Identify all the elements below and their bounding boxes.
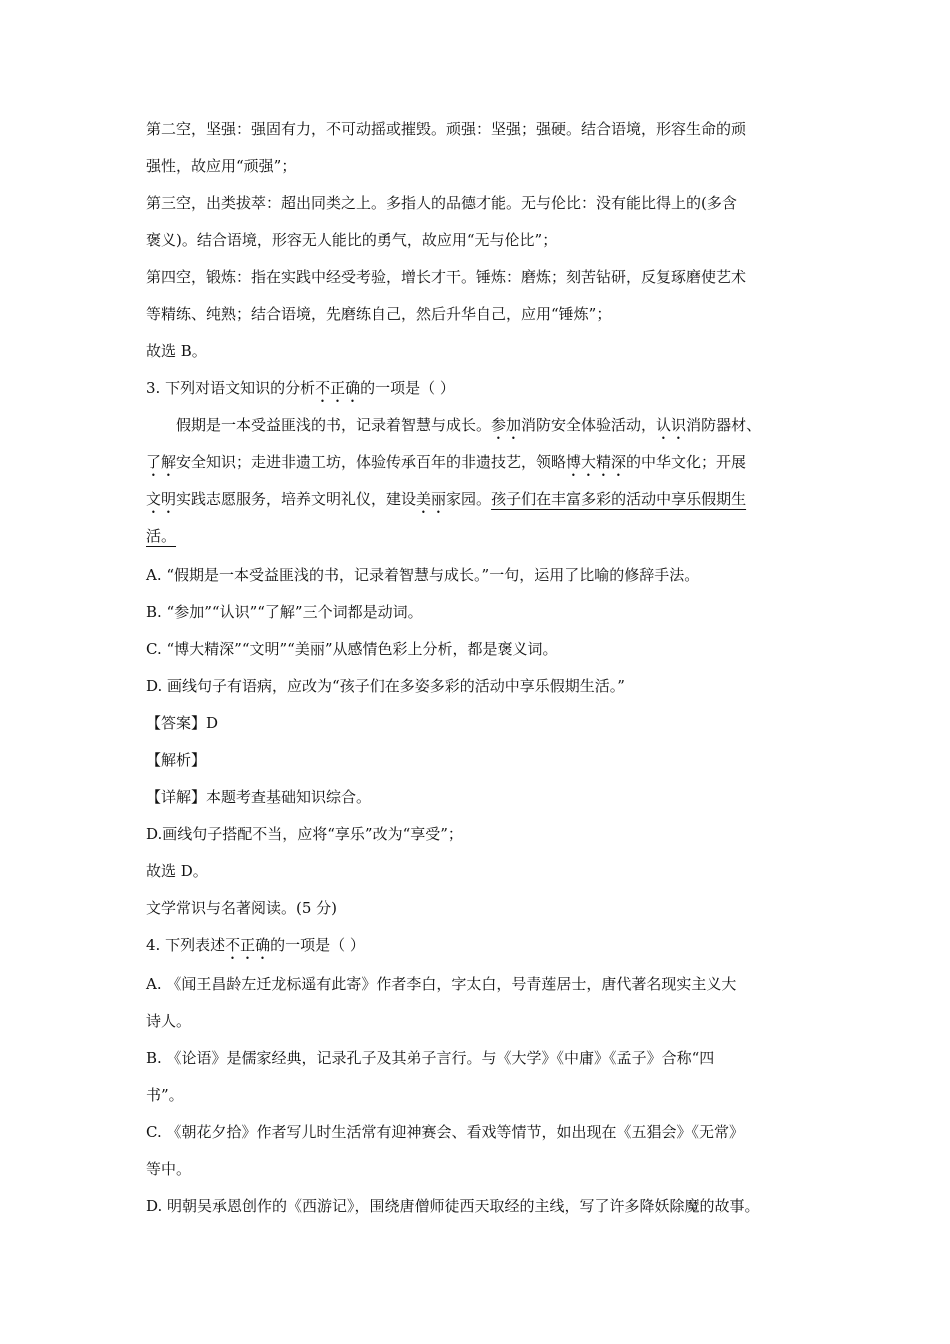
- question-text: 3. 下列对语文知识的分析: [146, 379, 316, 397]
- passage-line: 假期是一本受益匪浅的书，记录着智慧与成长。参加消防安全体验活动，认识消防器材、: [176, 416, 762, 434]
- question-text: 的一项是（ ）: [270, 936, 365, 954]
- question-text: 的一项是（ ）: [360, 379, 455, 397]
- text-line: D.画线句子搭配不当，应将“享乐”改为“享受”；: [146, 825, 463, 843]
- text-line: 等精练、纯熟；结合语境，先磨练自己，然后升华自己，应用“锤炼”；: [146, 305, 612, 323]
- underlined-sentence: 孩子们在丰富多彩的活动中享乐假期生: [491, 490, 747, 508]
- option-b-cont: 书”。: [146, 1086, 184, 1104]
- emphasis-text: 认识: [656, 416, 687, 434]
- underlined-sentence: 活。: [146, 527, 177, 545]
- section-heading: 文学常识与名著阅读。(5 分): [146, 899, 338, 917]
- option-c-cont: 等中。: [146, 1160, 192, 1178]
- text-line: 第四空，锻炼：指在实践中经受考验，增长才干。锤炼：磨炼；刻苦钻研，反复琢磨使艺术: [146, 268, 747, 286]
- question-4: [146, 934, 365, 963]
- emphasis-text: 了解: [146, 453, 177, 471]
- emphasis-text: 不正确: [315, 379, 361, 397]
- option-c: C. 《朝花夕拾》作者写儿时生活常有迎神赛会、看戏等情节，如出现在《五猖会》《无常》: [146, 1123, 744, 1141]
- answer-label: 【答案】D: [146, 714, 219, 732]
- question-text: 4. 下列表述: [146, 936, 226, 954]
- option-a-cont: 诗人。: [146, 1012, 192, 1030]
- emphasis-text: 不正确: [225, 936, 271, 954]
- passage-line: [146, 525, 176, 547]
- passage-line: 了解安全知识；走进非遗工坊，体验传承百年的非遗技艺，领略博大精深的中华文化；开展: [146, 453, 747, 471]
- emphasis-text: 文明: [146, 490, 177, 508]
- text-line: 强性，故应用“顽强”；: [146, 157, 297, 175]
- option-c: C. “博大精深”“文明”“美丽”从感情色彩上分析，都是褒义词。: [146, 640, 558, 658]
- text-line: 故选 B。: [146, 342, 207, 360]
- option-d: D. 画线句子有语病，应改为“孩子们在多姿多彩的活动中享乐假期生活。”: [146, 677, 625, 695]
- option-a: A. 《闻王昌龄左迁龙标遥有此寄》作者李白，字太白，号青莲居士，唐代著名现实主义大: [146, 975, 737, 993]
- text-line: 故选 D。: [146, 862, 208, 880]
- option-b: B. “参加”“认识”“了解”三个词都是动词。: [146, 603, 423, 621]
- question-3: [146, 377, 455, 406]
- text-line: 褒义)。结合语境，形容无人能比的勇气，故应用“无与伦比”；: [146, 231, 558, 249]
- text-line: 第三空，出类拔萃：超出同类之上。多指人的品德才能。无与伦比：没有能比得上的(多含: [146, 194, 737, 212]
- emphasis-text: 美丽: [416, 490, 447, 508]
- passage-line: 文明实践志愿服务，培养文明礼仪，建设美丽家园。孩子们在丰富多彩的活动中享乐假期生: [146, 490, 747, 508]
- emphasis-text: 博大精深: [566, 453, 627, 471]
- option-a: A. “假期是一本受益匪浅的书，记录着智慧与成长。”一句，运用了比喻的修辞手法。: [146, 566, 700, 584]
- option-d: D. 明朝吴承恩创作的《西游记》，围绕唐僧师徒西天取经的主线，写了许多降妖除魔的故事。: [146, 1197, 760, 1215]
- text-line: 第二空，坚强：强固有力，不可动摇或摧毁。顽强：坚强；强硬。结合语境，形容生命的顽: [146, 120, 747, 138]
- analysis-label: 【解析】: [146, 751, 207, 769]
- detail-label: 【详解】本题考查基础知识综合。: [146, 788, 372, 806]
- option-b: B. 《论语》是儒家经典，记录孔子及其弟子言行。与《大学》《中庸》《孟子》合称“四: [146, 1049, 715, 1067]
- emphasis-text: 参加: [491, 416, 522, 434]
